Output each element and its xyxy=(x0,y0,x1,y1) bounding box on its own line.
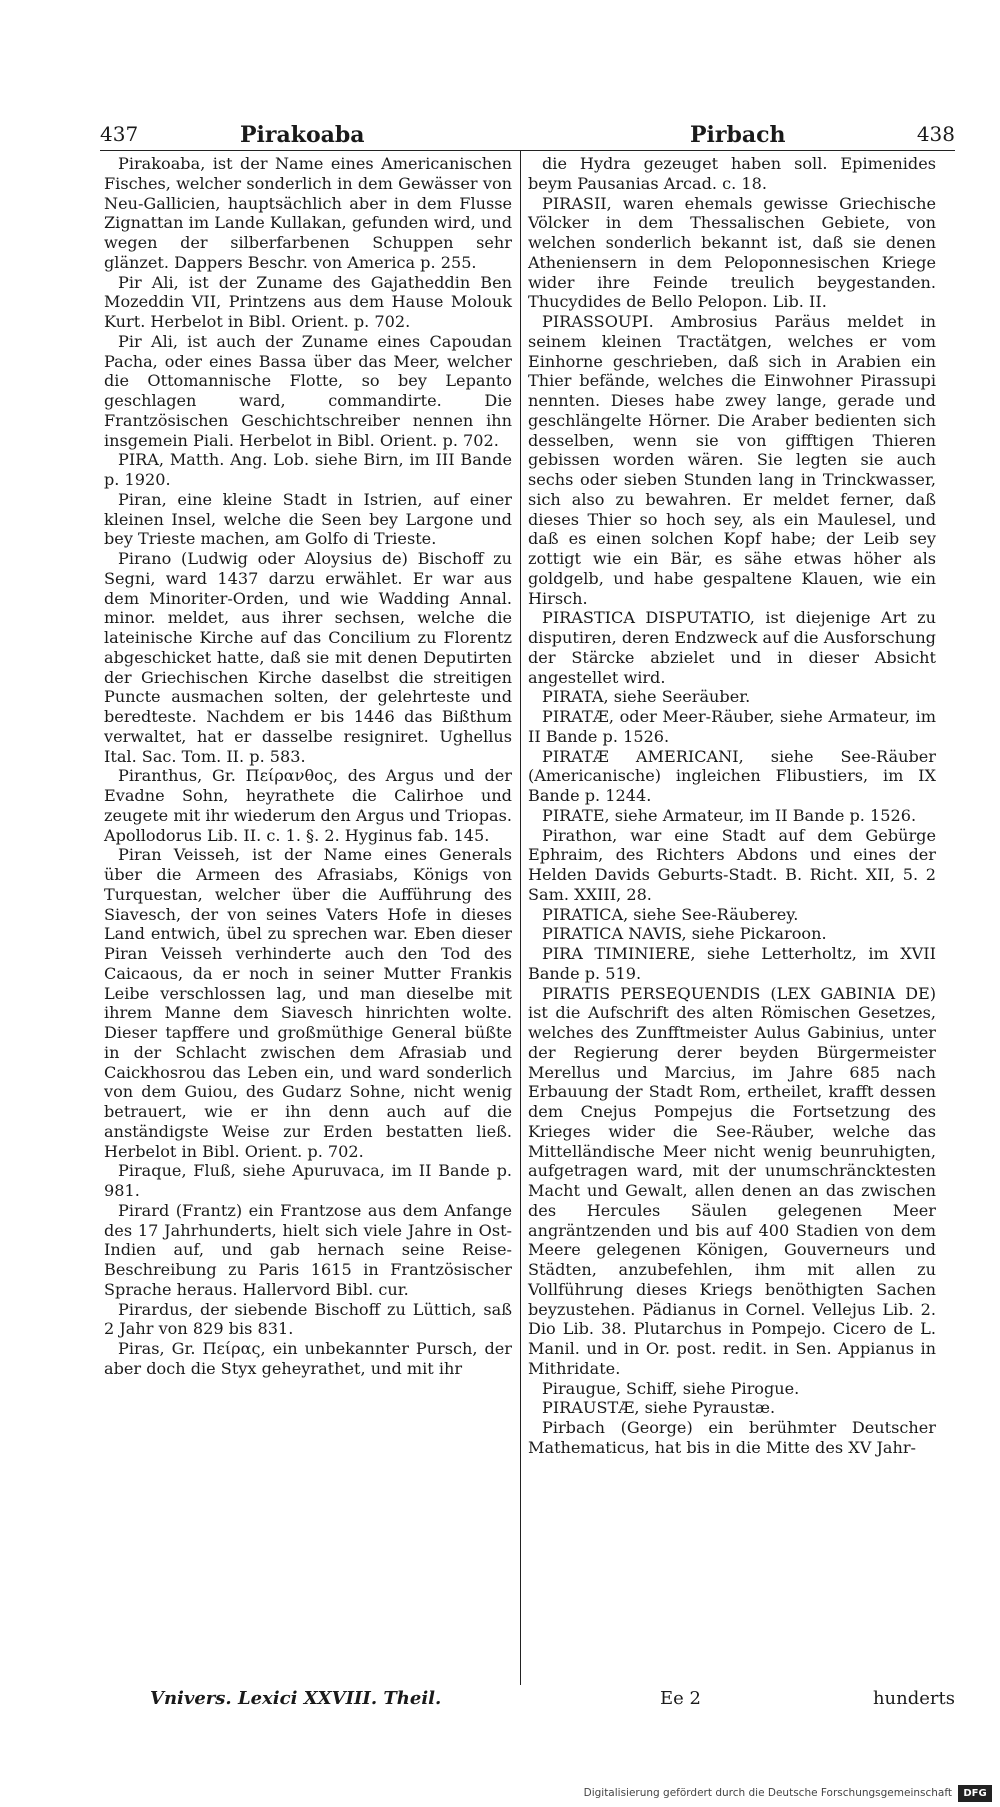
entry-paragraph: PIRATICA NAVIS, siehe Pickaroon. xyxy=(542,924,827,944)
entry-paragraph: Pir Ali, ist auch der Zuname eines Capoudan Pacha, oder eines Bassa über das Meer, welcher die Ottomannische Flotte, so bey Lepanto geschlagen ward, commandirte. Die Frantzösischen Geschichtschreiber nennen ihn insgemein Piali. Herbelot in Bibl. Orient. p. 702. xyxy=(104,331,512,450)
entry-paragraph: PIRA, Matth. Ang. Lob. siehe Birn, im III Bande p. 1920. xyxy=(104,450,512,489)
entry-paragraph: Piraugue, Schiff, siehe Pirogue. xyxy=(542,1378,800,1398)
entry-paragraph: Piras, Gr. Πείρας, ein unbekannter Pursch, der aber doch die Styx geheyrathet, und mit ihr xyxy=(104,1339,512,1378)
running-title-left: Pirakoaba xyxy=(240,122,365,148)
entry-paragraph: Pirakoaba, ist der Name eines Americanischen Fisches, welcher sonderlich in dem Gewässer von Neu-Gallicien, hauptsächlich aber in dem Flusse Zignattan im Lande Kullakan, gefunden wird, und wegen der silberfarbenen Schuppen sehr glänzet. Dappers Beschr. von America p. 255. xyxy=(104,154,512,272)
entry-paragraph: Pirathon, war eine Stadt auf dem Gebürge Ephraim, des Richters Abdons und eines der Helden Davids Geburts-Stadt. B. Richt. XII, 5. 2 Sam. XXIII, 28. xyxy=(528,825,936,904)
running-title-right: Pirbach xyxy=(690,122,786,148)
entry-paragraph: PIRATICA, siehe See-Räuberey. xyxy=(542,904,799,924)
running-header xyxy=(100,122,955,152)
column-divider xyxy=(520,150,521,1685)
header-rule xyxy=(100,150,955,151)
entry-paragraph: PIRATIS PERSEQUENDIS (LEX GABINIA DE) ist die Aufschrift des alten Römischen Gesetzes, welches des Zunfftmeister Aulus Gabinius, unter der Regierung derer beyden Bürgermeister Merellus und Marcius, im Jahre 685 nach Erbauung der Stadt Rom, ertheilet, krafft dessen dem Cnejus Pompejus die Fortsetzung des Krieges wider die See-Räuber, welche das Mittelländische Meer nicht wenig beunruhigten, aufgetragen ward, mit der unumschräncktesten Macht und Gewalt, allen denen an das zwischen des Hercules Säulen gelegenen Meer angräntzenden und bis auf 400 Stadien von dem Meere gelegenen Königen, Gouverneurs und Städten, anzubefehlen, ihm mit allen zu Vollführung dieses Kriegs benöthigten Sachen beyzustehen. Pädianus in Cornel. Vellejus Lib. 2. Dio Lib. 38. Plutarchus in Pompejo. Cicero de L. Manil. und in Or. post. redit. in Sen. Appianus in Mithridate. xyxy=(528,983,936,1378)
entry-paragraph: Pirbach (George) ein berühmter Deutscher Mathematicus, hat bis in die Mitte des XV Jahr- xyxy=(528,1418,936,1457)
right-column xyxy=(528,154,936,1458)
page-number-right: 438 xyxy=(916,122,955,146)
sheet-mark: Ee 2 xyxy=(660,1688,701,1709)
entry-paragraph: Pirano (Ludwig oder Aloysius de) Bischoff zu Segni, ward 1437 darzu erwählet. Er war aus dem Minoriter-Orden, und wie Wadding Annal. minor. meldet, aus ihrer sechsen, welche die lateinische Kirche auf das Concilium zu Florentz abgeschicket hatte, daß sie mit denen Deputirten der Griechischen Kirche daselbst die streitigen Puncte ausmachen solten, der gelehrteste und beredteste. Nachdem er bis 1446 das Bißthum verwaltet, hat er dasselbe resigniret. Ughellus Ital. Sac. Tom. II. p. 583. xyxy=(104,549,512,766)
entry-paragraph: Pir Ali, ist der Zuname des Gajatheddin Ben Mozeddin VII, Printzens aus dem Hause Molouk Kurt. Herbelot in Bibl. Orient. p. 702. xyxy=(104,272,512,331)
entry-paragraph: PIRAUSTÆ, siehe Pyraustæ. xyxy=(542,1398,776,1418)
page-footer xyxy=(100,1688,955,1716)
entry-paragraph: PIRATÆ AMERICANI, siehe See-Räuber (Americanische) ingleichen Flibustiers, im IX Bande p. 1244. xyxy=(528,746,936,805)
signature-line: Vnivers. Lexici XXVIII. Theil. xyxy=(150,1688,442,1709)
entry-paragraph: PIRASII, waren ehemals gewisse Griechische Völcker in dem Thessalischen Gebiete, von welchen sonderlich bekannt ist, daß sie denen Atheniensern in dem Peloponnesischen Kriege wider ihre Feinde treulich beygestanden. Thucydides de Bello Pelopon. Lib. II. xyxy=(528,193,936,312)
entry-paragraph: PIRATÆ, oder Meer-Räuber, siehe Armateur, im II Bande p. 1526. xyxy=(528,707,936,746)
entry-paragraph: PIRA TIMINIERE, siehe Letterholtz, im XVII Bande p. 519. xyxy=(528,944,936,983)
entry-paragraph: Piraque, Fluß, siehe Apuruvaca, im II Bande p. 981. xyxy=(104,1161,512,1200)
entry-paragraph: Pirard (Frantz) ein Frantzose aus dem Anfange des 17 Jahrhunderts, hielt sich viele Jahre in Ost-Indien auf, und gab hernach seine Reise-Beschreibung zu Paris 1615 in Frantzösischer Sprache heraus. Hallervord Bibl. cur. xyxy=(104,1200,512,1299)
credit-text: Digitalisierung gefördert durch die Deutsche Forschungsgemeinschaft xyxy=(583,1787,952,1799)
entry-paragraph: PIRATA, siehe Seeräuber. xyxy=(542,687,751,707)
entry-paragraph: PIRASSOUPI. Ambrosius Paräus meldet in seinem kleinen Tractätgen, welches er vom Einhorne geschrieben, daß sich in Arabien ein Thier befände, welches die Einwohner Pirassupi nennten. Dieses habe zwey lange, gerade und geschlängelte Hörner. Die Araber bedienten sich desselben, wenn sie von gifftigen Thieren gebissen worden wären. Sie legten sie auch sechs oder sieben Stunden lang in Trinckwasser, sich also zu bewahren. Er meldet ferner, daß dieses Thier so hoch sey, als ein Maulesel, und daß es einen solchen Kopf habe; der Leib sey zottigt wie ein Bär, es sähe etwas höher als goldgelb, und habe gespaltene Klauen, wie ein Hirsch. xyxy=(528,312,936,608)
entry-paragraph: Pirardus, der siebende Bischoff zu Lüttich, saß 2 Jahr von 829 bis 831. xyxy=(104,1299,512,1339)
left-column xyxy=(104,154,512,1379)
entry-paragraph: Piran Veisseh, ist der Name eines Generals über die Armeen des Afrasiabs, Königs von Turquestan, welcher über die Aufführung des Siavesch, der von seines Vaters Hofe in dieses Land entwich, übel zu sprechen war. Eben dieser Piran Veisseh verhinderte auch den Tod des Caicaous, da er noch in seiner Mutter Frankis Leibe verschlossen lag, und man dieselbe mit ihrem Manne dem Siavesch hinrichten wolte. Dieser tapffere und großmüthige General büßte in der Schlacht zwischen dem Afrasiab und Caickhosrou das Leben ein, und ward sonderlich von dem Guiou, des Gudarz Sohne, nicht wenig betrauert, wie er ihn denn auch auf die anständigste Weise zur Erden bestatten ließ. Herbelot in Bibl. Orient. p. 702. xyxy=(104,845,512,1161)
catchword: hunderts xyxy=(872,1688,955,1709)
entry-paragraph: Piran, eine kleine Stadt in Istrien, auf einer kleinen Insel, welche die Seen bey Largone und bey Trieste machen, am Golfo di Trieste. xyxy=(104,489,512,549)
entry-paragraph: PIRATE, siehe Armateur, im II Bande p. 1526. xyxy=(542,805,917,825)
dfg-logo: DFG xyxy=(958,1785,992,1802)
entry-paragraph: PIRASTICA DISPUTATIO, ist diejenige Art zu disputiren, deren Endzweck auf die Ausforschung der Stärcke abzielet und in dieser Absicht angestellet wird. xyxy=(528,608,936,687)
page-number-left: 437 xyxy=(100,122,139,146)
entry-paragraph: Piranthus, Gr. Πείρανθος, des Argus und der Evadne Sohn, heyrathete die Calirhoe und zeugete mit ihr wiederum den Argus und Triopas. Apollodorus Lib. II. c. 1. §. 2. Hyginus fab. 145. xyxy=(104,766,512,845)
digitization-credit xyxy=(0,1782,1000,1807)
entry-paragraph: die Hydra gezeuget haben soll. Epimenides beym Pausanias Arcad. c. 18. xyxy=(528,154,936,193)
